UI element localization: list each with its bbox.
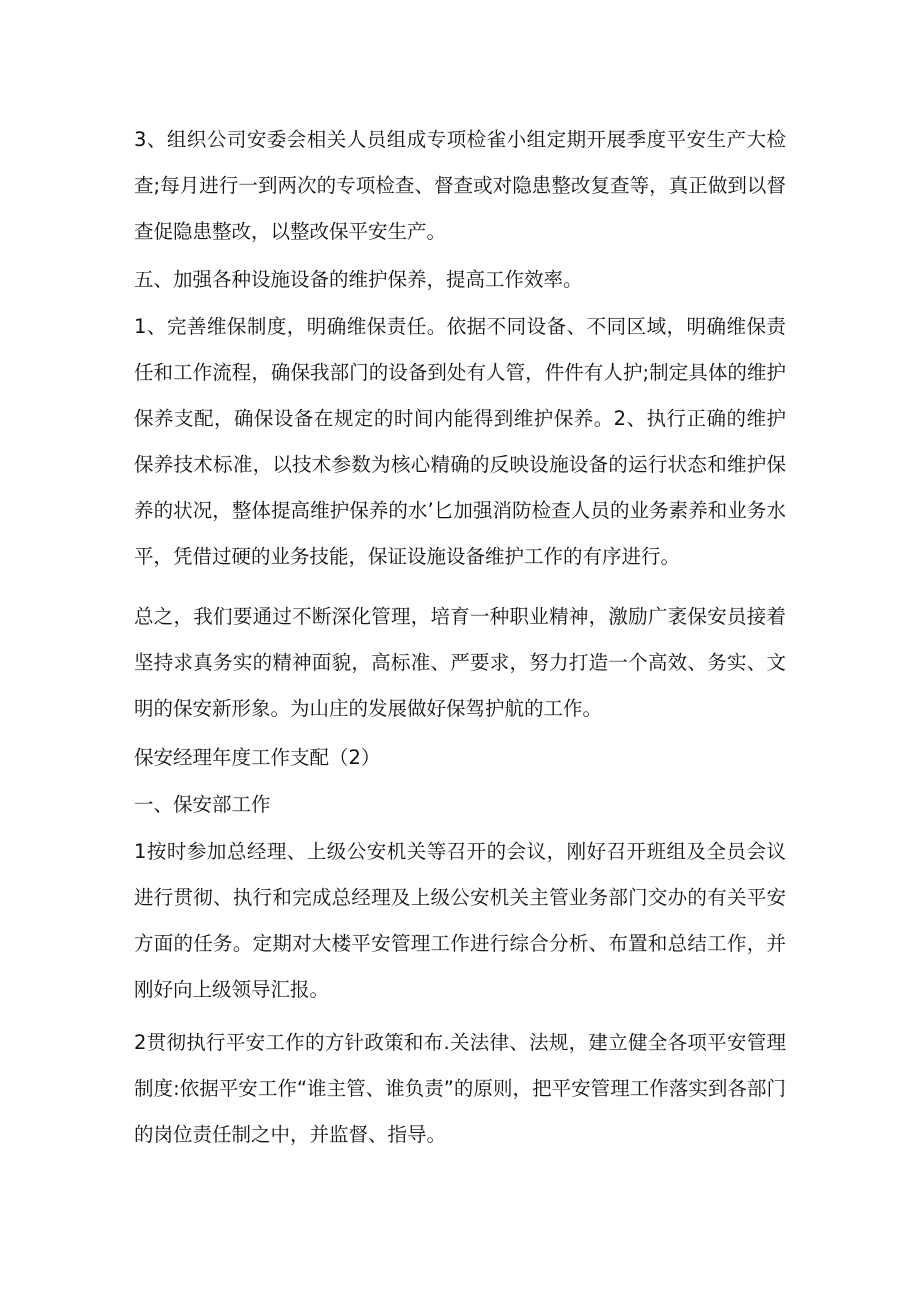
paragraph-meetings: 1按时参加总经理、上级公安机关等召开的会议，刚好召开班组及全员会议进行贯彻、执行和完成总经理及上级公安机关主管业务部门交办的有关平安方面的任务。定期对大楼平安管理工作进行综合分析、布置和总结工作，并刚好向上级领导汇报。 xyxy=(134,840,786,1001)
section-heading-security-department: 一、保安部工作 xyxy=(134,793,271,816)
paragraph-maintenance-system: 1、完善维保制度，明确维保责任。依据不同设备、不同区域，明确维保责任和工作流程，确保我部门的设备到处有人管，件件有人护;制定具体的维护保养支配，确保设备在规定的时间内能得到维护保养。2、执行正确的维护保养技术标准，以技术参数为核心精确的反映设施设备的运行状态和维护保养的状况，整体提高维护保养的水’匕加强消防检查人员的业务素养和业务水平，凭借过硬的业务技能，保证设施设备维护工作的有序进行。 xyxy=(134,315,786,568)
paragraph-summary: 总之，我们要通过不断深化管理，培育一种职业精神，激励广袤保安员接着坚持求真务实的精神面貌，高标准、严要求，努力打造一个高效、务实、文明的保安新形象。为山庄的发展做好保驾护航的工作。 xyxy=(134,605,786,720)
section-heading-maintenance: 五、加强各种设施设备的维护保养，提高工作效率。 xyxy=(134,268,583,291)
paragraph-quarterly-inspection: 3、组织公司安委会相关人员组成专项检雀小组定期开展季度平安生产大检查;每月进行一到两次的专项检查、督查或对隐患整改复查等，真正做到以督查促隐患整改，以整改保平安生产。 xyxy=(134,128,786,243)
paragraph-policies: 2贯彻执行平安工作的方针政策和布.关法律、法规，建立健全各项平安管理制度:依据平安工作“谁主管、谁负责”的原则，把平安管理工作落实到各部门的岗位责任制之中，并监督、指导。 xyxy=(134,1031,786,1146)
document-title-part-2: 保安经理年度工作支配（2） xyxy=(134,746,381,769)
